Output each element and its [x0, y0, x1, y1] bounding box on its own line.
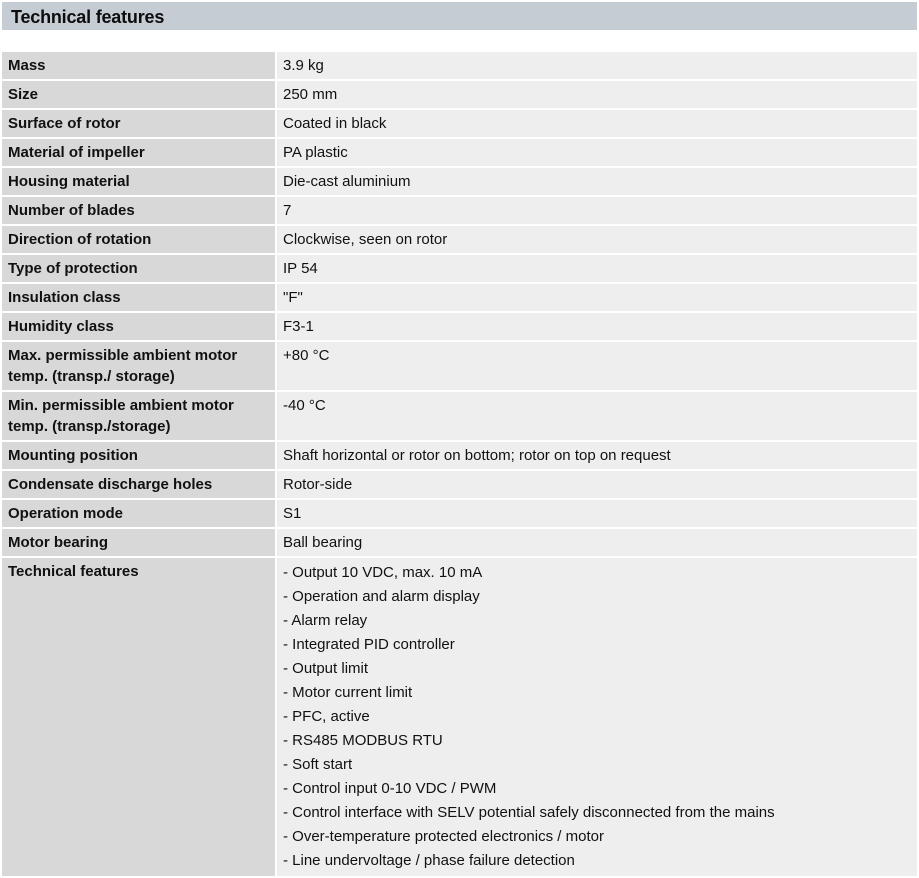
row-value-max-ambient-temp: +80 °C: [276, 341, 917, 391]
feature-item: - Motor current limit: [283, 684, 413, 701]
row-value-condensate-discharge-holes: Rotor-side: [276, 470, 917, 499]
table-row: [2, 138, 917, 167]
section-title: Technical features: [11, 7, 165, 27]
feature-item: - Alarm relay: [283, 612, 368, 629]
row-value-min-ambient-temp: -40 °C: [276, 391, 917, 441]
row-label-number-of-blades: Number of blades: [2, 196, 276, 225]
row-label-type-of-protection: Type of protection: [2, 254, 276, 283]
table-row: [2, 499, 917, 528]
feature-item: - Soft start: [283, 756, 353, 773]
table-row: [2, 80, 917, 109]
table-row: [2, 441, 917, 470]
row-label-mass: Mass: [2, 52, 276, 80]
spec-table: [2, 52, 917, 878]
row-label-housing-material: Housing material: [2, 167, 276, 196]
table-row: [2, 196, 917, 225]
feature-item: - Output limit: [283, 660, 369, 677]
table-row: [2, 225, 917, 254]
row-label-technical-features: Technical features: [2, 557, 276, 877]
feature-item: - Operation and alarm display: [283, 588, 480, 605]
row-label-condensate-discharge-holes: Condensate discharge holes: [2, 470, 276, 499]
row-label-surface-of-rotor: Surface of rotor: [2, 109, 276, 138]
row-value-size: 250 mm: [276, 80, 917, 109]
row-value-motor-bearing: Ball bearing: [276, 528, 917, 557]
row-label-insulation-class: Insulation class: [2, 283, 276, 312]
table-row: [2, 341, 917, 391]
row-value-humidity-class: F3-1: [276, 312, 917, 341]
table-row: [2, 312, 917, 341]
row-value-surface-of-rotor: Coated in black: [276, 109, 917, 138]
table-row: [2, 109, 917, 138]
row-value-material-of-impeller: PA plastic: [276, 138, 917, 167]
row-label-mounting-position: Mounting position: [2, 441, 276, 470]
feature-item: - Integrated PID controller: [283, 636, 455, 653]
row-value-operation-mode: S1: [276, 499, 917, 528]
table-row: [2, 470, 917, 499]
table-row: [2, 52, 917, 80]
row-label-max-ambient-temp: Max. permissible ambient motor temp. (transp./ storage): [2, 341, 276, 391]
feature-item: - Output 10 VDC, max. 10 mA: [283, 564, 483, 581]
table-row-features: [2, 557, 917, 877]
table-row: [2, 254, 917, 283]
row-label-material-of-impeller: Material of impeller: [2, 138, 276, 167]
row-label-direction-of-rotation: Direction of rotation: [2, 225, 276, 254]
row-value-number-of-blades: 7: [276, 196, 917, 225]
feature-item: - Control interface with SELV potential safely disconnected from the mains: [283, 804, 775, 821]
row-label-min-ambient-temp: Min. permissible ambient motor temp. (transp./storage): [2, 391, 276, 441]
row-value-housing-material: Die-cast aluminium: [276, 167, 917, 196]
row-label-operation-mode: Operation mode: [2, 499, 276, 528]
feature-item: - PFC, active: [283, 708, 370, 725]
feature-item: - RS485 MODBUS RTU: [283, 732, 443, 749]
feature-item: - Over-temperature protected electronics / motor: [283, 828, 604, 845]
row-value-technical-features: [276, 557, 917, 877]
section-header: [2, 2, 917, 30]
feature-item: - Control input 0-10 VDC / PWM: [283, 780, 497, 797]
row-label-motor-bearing: Motor bearing: [2, 528, 276, 557]
feature-item: - Line undervoltage / phase failure detection: [283, 852, 575, 869]
table-row: [2, 283, 917, 312]
row-value-insulation-class: "F": [276, 283, 917, 312]
table-row: [2, 391, 917, 441]
row-label-humidity-class: Humidity class: [2, 312, 276, 341]
row-value-mounting-position: Shaft horizontal or rotor on bottom; rotor on top on request: [276, 441, 917, 470]
table-row: [2, 528, 917, 557]
row-label-size: Size: [2, 80, 276, 109]
row-value-direction-of-rotation: Clockwise, seen on rotor: [276, 225, 917, 254]
table-row: [2, 167, 917, 196]
row-value-mass: 3.9 kg: [276, 52, 917, 80]
row-value-type-of-protection: IP 54: [276, 254, 917, 283]
